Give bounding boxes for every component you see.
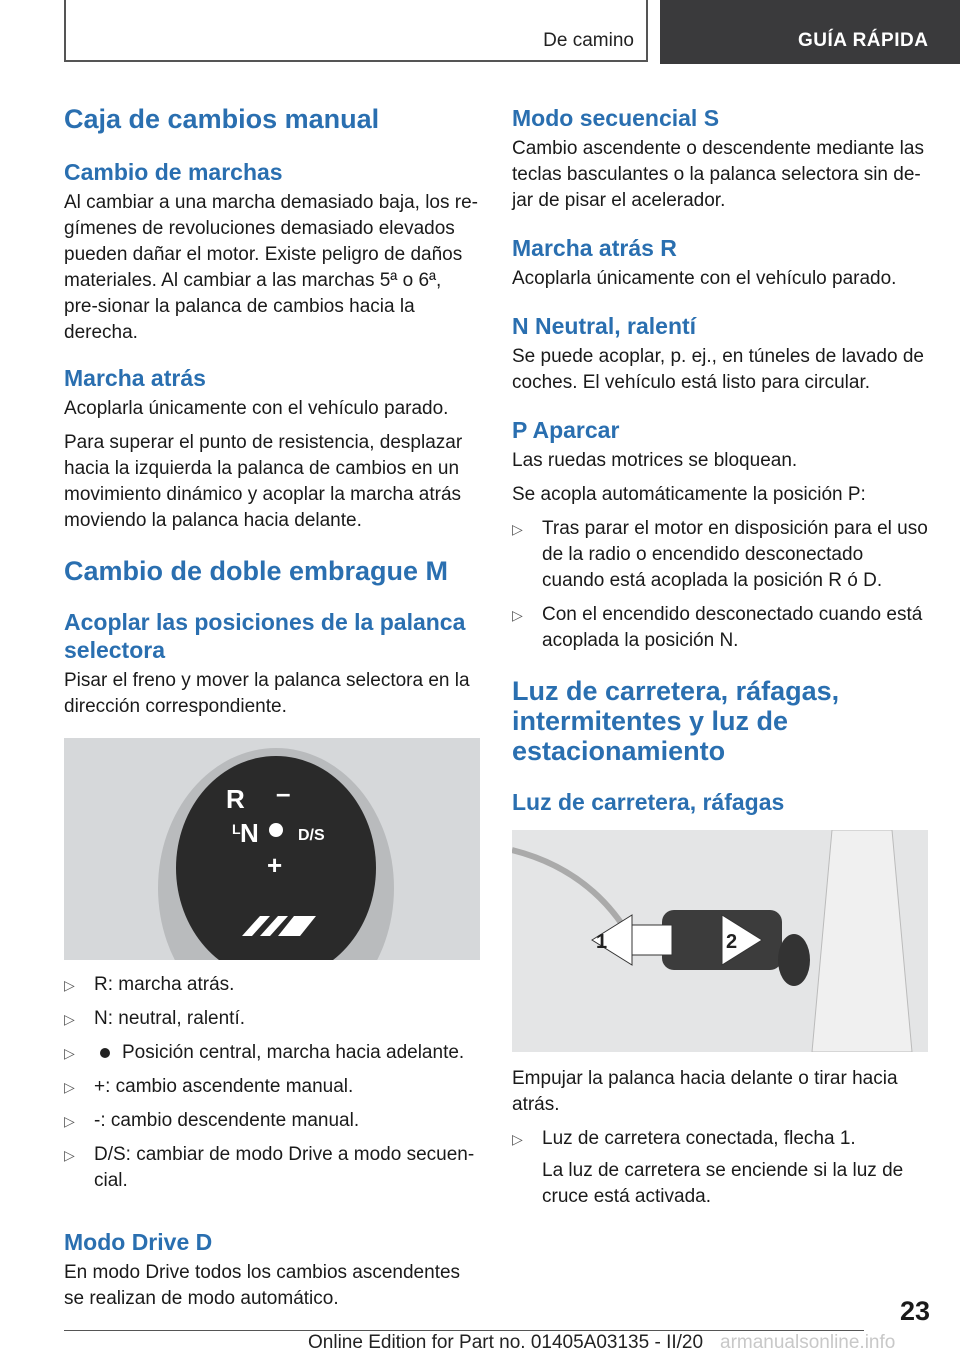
- knob-r-label: R: [226, 784, 245, 814]
- triangle-bullet-icon: ▷: [512, 521, 523, 537]
- heading-drive: Modo Drive D: [64, 1229, 213, 1255]
- list-item: ▷ +: cambio ascendente manual.: [64, 1074, 480, 1100]
- heading-manual: Caja de cambios manual: [64, 104, 380, 134]
- para-acoplar: Pisar el freno y mover la palanca selectora en la dirección correspondiente.: [64, 670, 470, 717]
- page-header: [0, 0, 960, 66]
- header-section-title: De camino: [543, 30, 634, 51]
- list-item: ▷ -: cambio descendente manual.: [64, 1108, 480, 1134]
- triangle-bullet-icon: ▷: [64, 1113, 75, 1129]
- heading-atras: Marcha atrás: [64, 365, 206, 391]
- knob-plus-label: +: [267, 850, 283, 880]
- para-aparcar-1: Las ruedas motrices se bloquean.: [512, 450, 798, 471]
- list-item: ▷ Luz de carretera conectada, flecha 1.: [512, 1126, 930, 1152]
- knob-l-label: L: [232, 821, 241, 837]
- center-position-icon: [269, 823, 283, 837]
- stalk-image: [512, 830, 928, 1052]
- para-marcha-r: Acoplarla únicamente con el vehículo parado.: [512, 268, 897, 289]
- heading-cambio: Cambio de marchas: [64, 159, 283, 185]
- triangle-bullet-icon: ▷: [64, 1079, 75, 1095]
- knob-ds-label: D/S: [298, 827, 325, 844]
- para-luz: Empujar la palanca hacia delante o tirar hacia atrás.: [512, 1068, 898, 1115]
- gear-knob-image: [64, 738, 480, 960]
- center-position-icon: [100, 1048, 110, 1058]
- para-secuencial: Cambio ascendente o descendente mediante las teclas basculantes o la palanca selectora sin de-jar de pisar el acelerador.: [512, 138, 924, 211]
- right-column: [512, 100, 930, 1210]
- triangle-bullet-icon: ▷: [512, 1131, 523, 1147]
- para-cambio: Al cambiar a una marcha demasiado baja, los re-gímenes de revoluciones demasiado elevados pueden dañar el motor. Existe peligro de daños materiales. Al cambiar a las marchas 5ª o 6ª, pre-sionar la palanca de cambios hacia la derecha.: [64, 192, 478, 343]
- para-atras-1: Acoplarla únicamente con el vehículo parado.: [64, 398, 449, 419]
- triangle-bullet-icon: ▷: [512, 607, 523, 623]
- heading-neutral: N Neutral, ralentí: [512, 313, 697, 339]
- list-item: ▷ D/S: cambiar de modo Drive a modo secuen-cial.: [64, 1144, 475, 1191]
- arrow-1-label: 1: [596, 931, 608, 953]
- footer-divider: [64, 1330, 864, 1331]
- heading-marcha-r: Marcha atrás R: [512, 235, 677, 261]
- header-tab: GUÍA RÁPIDA: [660, 0, 960, 64]
- heading-luz: Luz de carretera, ráfagas, intermitentes y luz de estacionamiento: [512, 676, 840, 766]
- stalk-illustration: [512, 830, 928, 1052]
- selector-list: [64, 972, 480, 1194]
- triangle-bullet-icon: ▷: [64, 1147, 75, 1163]
- para-drive: En modo Drive todos los cambios ascendentes se realizan de modo automático.: [64, 1262, 461, 1309]
- knob-n-label: N: [240, 818, 259, 848]
- para-atras-2: Para superar el punto de resistencia, desplazar hacia la izquierda la palanca de cambios en un movimiento dinámico y acoplar la marcha atrás moviendo la palanca hacia delante.: [64, 432, 463, 531]
- triangle-bullet-icon: ▷: [64, 1045, 75, 1061]
- list-item: ▷ Tras parar el motor en disposición para el uso de la radio o encendido desconectado cuando está acoplada la posición R ó D.: [512, 518, 928, 591]
- para-aparcar-2: Se acopla automáticamente la posición P:: [512, 484, 866, 505]
- heading-luz-2: Luz de carretera, ráfagas: [512, 789, 785, 815]
- edition-text: Online Edition for Part no. 01405A03135 - II/20: [308, 1332, 704, 1353]
- triangle-bullet-icon: ▷: [64, 1011, 75, 1027]
- triangle-bullet-icon: ▷: [64, 977, 75, 993]
- watermark-text: armanualsonline.info: [720, 1332, 896, 1353]
- left-column: [64, 100, 480, 1312]
- heading-doble: Cambio de doble embrague M: [64, 556, 449, 586]
- page-number: 23: [899, 1296, 930, 1326]
- list-item: ▷ Con el encendido desconectado cuando está acoplada la posición N.: [512, 604, 923, 651]
- aparcar-list: [512, 516, 930, 654]
- knob-minus-label: –: [276, 778, 291, 808]
- heading-acoplar: Acoplar las posiciones de la palanca selectora: [64, 609, 466, 663]
- heading-aparcar: P Aparcar: [512, 417, 620, 443]
- heading-secuencial: Modo secuencial S: [512, 105, 720, 131]
- gear-knob-illustration: [64, 738, 480, 960]
- arrow-2-label: 2: [726, 931, 738, 953]
- para-luz-sub: La luz de carretera se enciende si la luz de cruce está activada.: [542, 1160, 904, 1207]
- list-item: ▷ R: marcha atrás.: [64, 972, 480, 998]
- list-item: ▷ Posición central, marcha hacia adelante.: [64, 1040, 480, 1066]
- para-neutral: Se puede acoplar, p. ej., en túneles de lavado de coches. El vehículo está listo para circular.: [512, 346, 924, 393]
- list-item: ▷ N: neutral, ralentí.: [64, 1006, 480, 1032]
